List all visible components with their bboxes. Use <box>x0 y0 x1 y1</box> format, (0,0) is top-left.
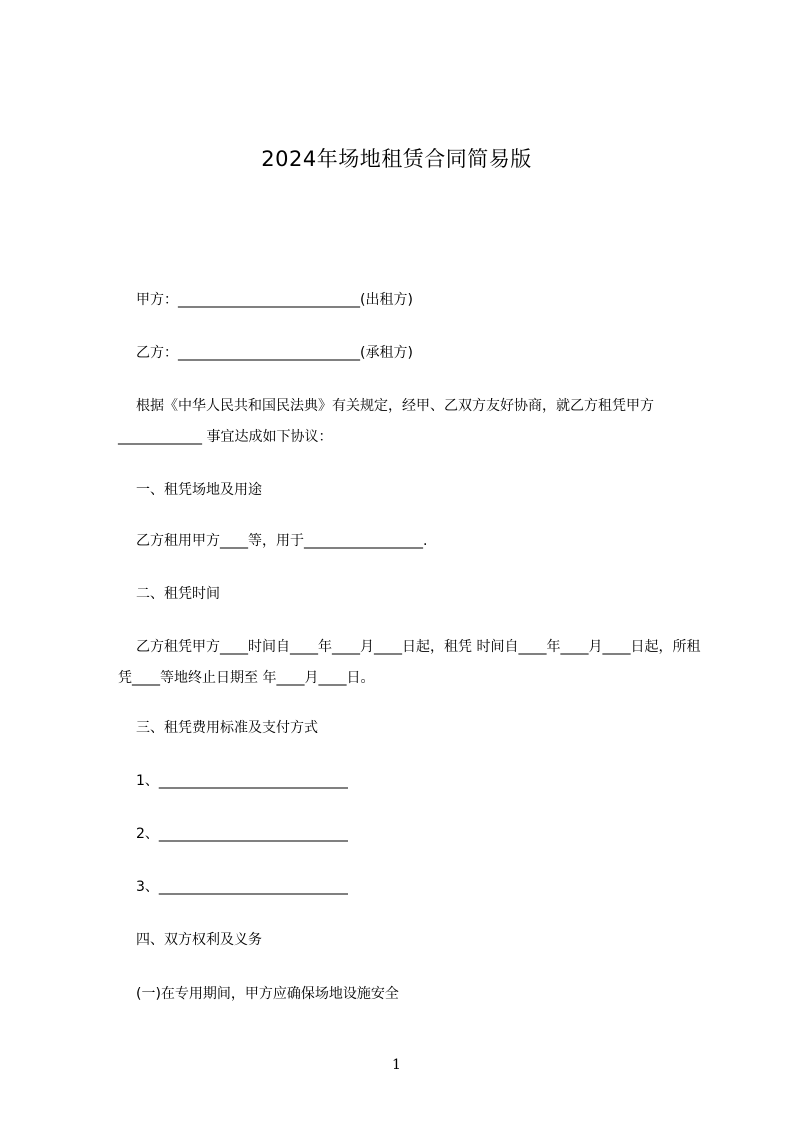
party-b-line: 乙方：__________________________(承租方) <box>136 345 413 361</box>
document-title: 2024年场地租赁合同简易版 <box>261 147 532 171</box>
preamble-paragraph: 根据《中华人民共和国民法典》有关规定，经甲、乙双方友好协商，就乙方租凭甲方____________ 事宜达成如下协议： <box>118 398 654 445</box>
section-3-item-1: 1、___________________________ <box>136 773 348 789</box>
section-3-item-3: 3、___________________________ <box>136 879 348 895</box>
page-number: 1 <box>392 1057 401 1073</box>
section-4-heading: 四、双方权利及义务 <box>136 932 262 948</box>
section-2-heading: 二、租凭时间 <box>136 586 220 602</box>
section-3-item-2: 2、___________________________ <box>136 826 348 842</box>
section-1-heading: 一、租凭场地及用途 <box>136 482 262 498</box>
party-a-line: 甲方：__________________________(出租方) <box>136 292 413 308</box>
section-4-item-1: (一)在专用期间，甲方应确保场地设施安全 <box>136 986 399 1002</box>
section-1-text: 乙方租用甲方____等，用于_________________. <box>136 533 428 549</box>
section-3-heading: 三、租凭费用标准及支付方式 <box>136 720 318 736</box>
section-2-text: 乙方租凭甲方____时间自____年____月____日起，租凭 时间自____年____月____日起，所租凭____等地终止日期至 年____月____日。 <box>118 639 701 686</box>
